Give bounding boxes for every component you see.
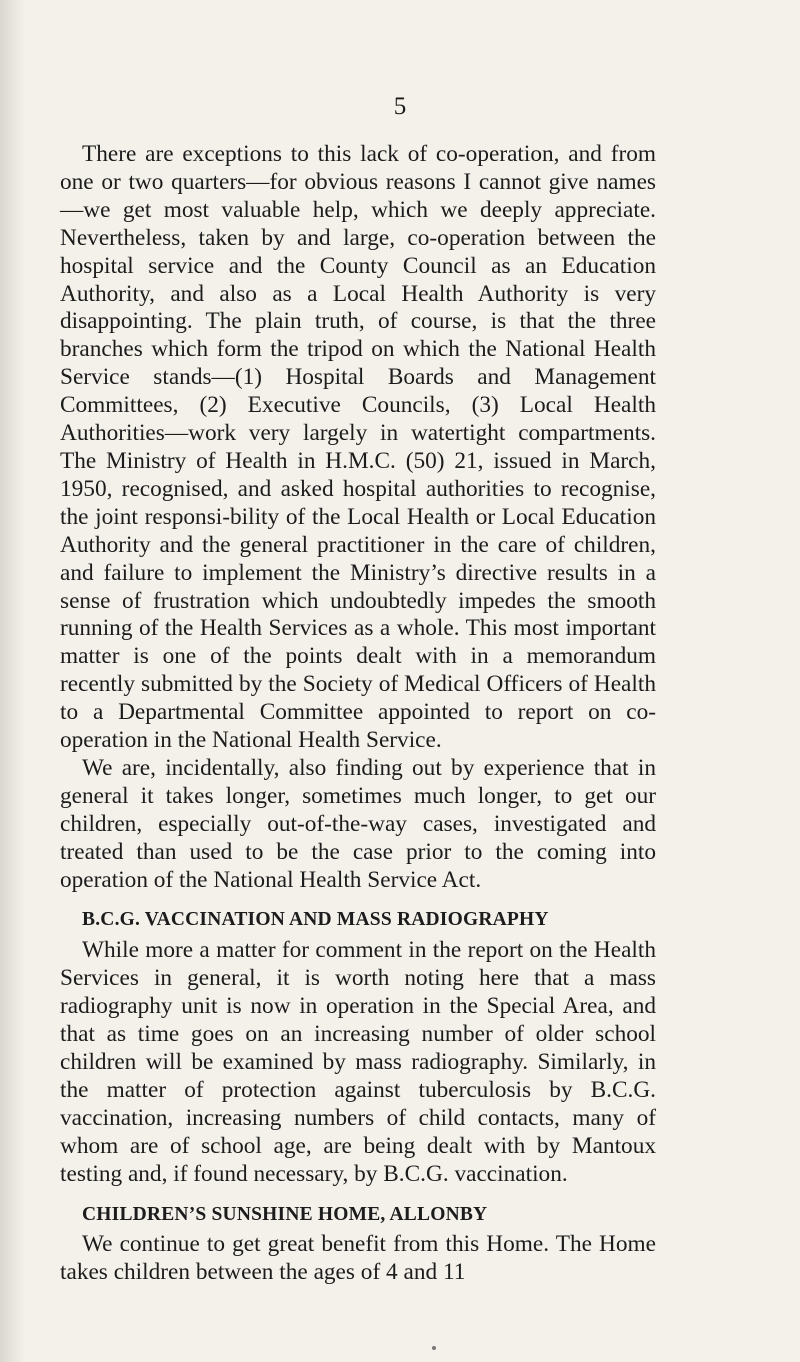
paragraph-cooperation: There are exceptions to this lack of co-operation, and from one or two quarters—for obvious reasons I cannot give names—we get most valuable help, which we deeply appreciate. Nevertheless, taken by and large, co-operation between the hospital service and the County Council as an Education Authority, and also as a Local Health Authority is very disappointing. The plain truth, of course, is that the three branches which form the tripod on which the National Health Service stands—(1) Hospital Boards and Management Committees, (2) Executive Councils, (3) Local Health Authorities—work very largely in watertight compartments. The Ministry of Health in H.M.C. (50) 21, issued in March, 1950, recognised, and asked hospital authorities to recognise, the joint responsi-bility of the Local Health or Local Education Authority and the general practitioner in the care of children, and failure to implement the Ministry’s directive results in a sense of frustration which undoubtedly impedes the smooth running of the Health Services as a whole. This most important matter is one of the points dealt with in a memorandum recently submitted by the Society of Medical Officers of Health to a Departmental Committee appointed to report on co-operation in the National Health Service. — [60, 141, 656, 754]
body-text — [60, 141, 656, 1287]
page-number: 5 — [393, 93, 407, 120]
paragraph-sunshine-home: We continue to get great benefit from this Home. The Home takes children between the ages of 4 and 11 — [60, 1231, 656, 1286]
section-heading-sunshine-home: CHILDREN’S SUNSHINE HOME, ALLONBY — [82, 1203, 488, 1225]
section-heading-bcg: B.C.G. VACCINATION AND MASS RADIOGRAPHY — [82, 909, 549, 931]
paragraph-experience: We are, incidentally, also finding out by experience that in general it takes longer, sometimes much longer, to get our children, especially out-of-the-way cases, investigated and treated than used to be the case prior to the coming into operation of the National Health Service Act. — [60, 754, 656, 893]
paragraph-bcg: While more a matter for comment in the report on the Health Services in general, it is worth noting here that a mass radiography unit is now in operation in the Special Area, and that as time goes on an increasing number of older school children will be examined by mass radiography. Similarly, in the matter of protection against tuberculosis by B.C.G. vaccination, increasing numbers of child contacts, many of whom are of school age, are being dealt with by Mantoux testing and, if found necessary, by B.C.G. vaccination. — [60, 937, 656, 1187]
page-mark — [432, 1346, 436, 1350]
binding-shadow — [0, 0, 26, 1362]
